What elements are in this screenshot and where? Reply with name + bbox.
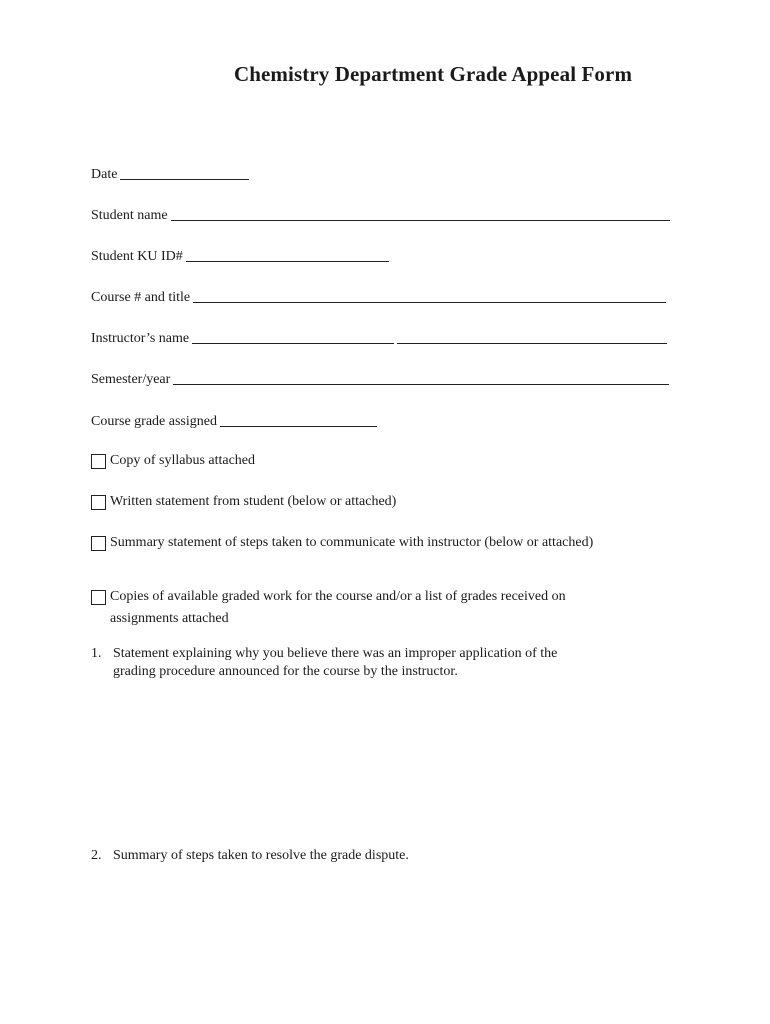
instructor-input-line-1[interactable] xyxy=(192,343,394,344)
statement-text xyxy=(113,645,557,681)
syllabus-checkbox[interactable] xyxy=(91,454,106,469)
statement-text-line1: Summary of steps taken to resolve the grade dispute. xyxy=(113,848,409,863)
student-name-input-line[interactable] xyxy=(171,220,670,221)
grade-field xyxy=(91,410,377,430)
statement-1 xyxy=(91,645,557,681)
statement-number: 1. xyxy=(91,646,102,661)
date-input-line[interactable] xyxy=(120,179,249,180)
student-id-field xyxy=(91,245,389,265)
summary-statement-checkbox[interactable] xyxy=(91,536,106,551)
statement-text-line1: Statement explaining why you believe there was an improper application of the xyxy=(113,646,558,661)
checklist-item-written-statement xyxy=(91,494,396,513)
checklist-item-syllabus xyxy=(91,453,255,472)
student-name-label: Student name xyxy=(91,208,168,223)
instructor-label: Instructor’s name xyxy=(91,331,190,346)
checklist-item-summary-statement xyxy=(91,535,593,554)
semester-input-line[interactable] xyxy=(173,384,669,385)
student-id-input-line[interactable] xyxy=(186,261,389,262)
instructor-input-line-2[interactable] xyxy=(397,343,667,344)
grade-input-line[interactable] xyxy=(220,426,377,427)
checklist-item-graded-work xyxy=(91,589,566,630)
checklist-item-label xyxy=(110,586,566,630)
course-label: Course # and title xyxy=(91,290,191,305)
form-title: Chemistry Department Grade Appeal Form xyxy=(233,62,633,86)
checklist-item-label-line2: assignments attached xyxy=(110,611,229,626)
graded-work-checkbox[interactable] xyxy=(91,590,106,605)
statement-2 xyxy=(91,847,409,865)
checklist-item-label: Written statement from student (below or attached) xyxy=(110,494,397,509)
semester-field xyxy=(91,368,669,388)
statement-number: 2. xyxy=(91,848,102,863)
checklist-item-label-line1: Copies of available graded work for the course and/or a list of grades received on xyxy=(110,589,566,604)
date-label: Date xyxy=(91,167,118,182)
grade-label: Course grade assigned xyxy=(91,414,217,429)
date-field xyxy=(91,163,249,183)
checklist-item-label: Summary statement of steps taken to communicate with instructor (below or attached) xyxy=(110,535,594,550)
course-field xyxy=(91,286,666,306)
semester-label: Semester/year xyxy=(91,372,171,387)
student-id-label: Student KU ID# xyxy=(91,249,183,264)
checklist-item-label: Copy of syllabus attached xyxy=(110,453,256,468)
written-statement-checkbox[interactable] xyxy=(91,495,106,510)
course-input-line[interactable] xyxy=(193,302,666,303)
statement-text-line2: grading procedure announced for the course by the instructor. xyxy=(113,664,458,679)
student-name-field xyxy=(91,204,670,224)
statement-text xyxy=(113,847,409,865)
instructor-field xyxy=(91,327,667,347)
